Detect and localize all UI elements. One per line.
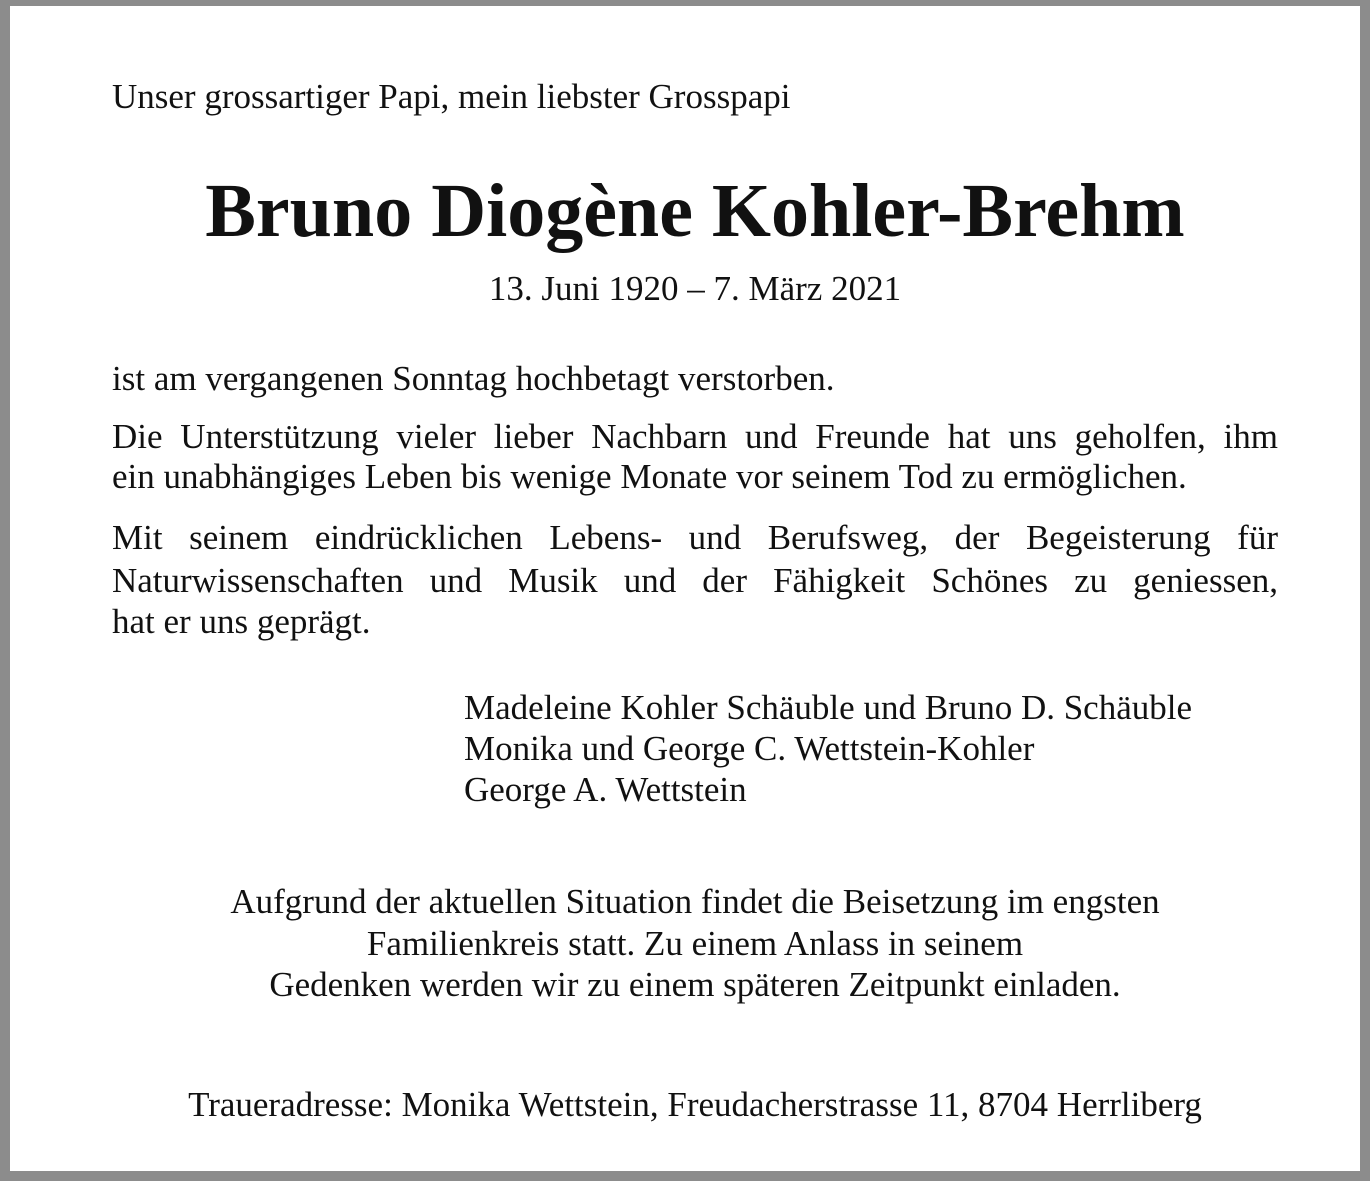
funeral-line-3: Gedenken werden wir zu einem späteren Zeitpunkt einladen. — [269, 965, 1121, 1004]
life-dates: 13. Juni 1920 – 7. März 2021 — [488, 269, 902, 308]
mourning-address: Traueradresse: Monika Wettstein, Freudacherstrasse 11, 8704 Herrliberg — [188, 1085, 1202, 1124]
gratitude-line-1: Die Unterstützung vieler lieber Nachbarn und Freunde hat uns geholfen, ihm — [112, 417, 1278, 456]
intro-line: Unser grossartiger Papi, mein liebster Grosspapi — [112, 77, 791, 116]
signature-line-3: George A. Wettstein — [464, 770, 747, 809]
death-statement: ist am vergangenen Sonntag hochbetagt verstorben. — [112, 359, 835, 398]
signature-line-2: Monika und George C. Wettstein-Kohler — [464, 729, 1035, 768]
funeral-line-2: Familienkreis statt. Zu einem Anlass in seinem — [366, 924, 1024, 963]
deceased-name: Bruno Diogène Kohler-Brehm — [205, 169, 1185, 253]
tribute-line-1: Mit seinem eindrücklichen Lebens- und Berufsweg, der Begeisterung für — [112, 518, 1278, 557]
signature-line-1: Madeleine Kohler Schäuble und Bruno D. Schäuble — [464, 688, 1193, 727]
tribute-line-3: hat er uns geprägt. — [112, 602, 371, 641]
gratitude-line-2: ein unabhängiges Leben bis wenige Monate vor seinem Tod zu ermöglichen. — [112, 457, 1187, 496]
funeral-line-1: Aufgrund der aktuellen Situation findet die Beisetzung im engsten — [230, 882, 1160, 921]
tribute-line-2: Naturwissenschaften und Musik und der Fähigkeit Schönes zu geniessen, — [112, 561, 1278, 600]
